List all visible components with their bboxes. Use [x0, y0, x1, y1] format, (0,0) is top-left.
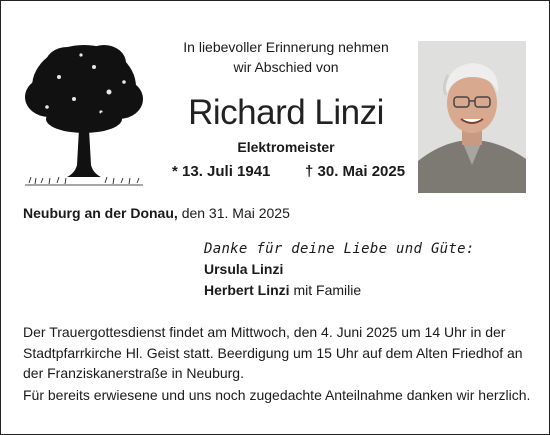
mourner-suffix: mit Familie	[293, 282, 362, 298]
mourner-2	[204, 282, 361, 298]
death-date: † 30. Mai 2025	[305, 163, 406, 180]
birth-date: * 13. Juli 1941	[172, 163, 271, 180]
intro-line-1: In liebevoller Erinnerung nehmen	[183, 39, 389, 55]
dateline-date: den 31. Mai 2025	[181, 205, 290, 221]
dateline	[23, 205, 290, 221]
deceased-profession: Elektromeister	[237, 139, 335, 155]
mourner-name: Ursula Linzi	[204, 261, 284, 277]
service-info: Der Trauergottesdienst findet am Mittwoch, den 4. Juni 2025 um 14 Uhr in der Stadtpfarrkirche Hl. Geist statt. Beerdigung um 15 Uhr auf dem Alten Friedhof an der Franziskanerstraße in Neuburg.	[23, 324, 523, 381]
intro-line-2: wir Abschied von	[233, 59, 339, 75]
dateline-place: Neuburg an der Donau,	[23, 205, 178, 221]
closing-text: Für bereits erwiesene und uns noch zugedachte Anteilnahme danken wir herzlich.	[23, 387, 531, 403]
mourner-1	[204, 261, 283, 277]
thanks-line: Danke für deine Liebe und Güte:	[204, 241, 475, 257]
mourner-name: Herbert Linzi	[204, 282, 290, 298]
tree-icon	[19, 37, 149, 197]
deceased-name: Richard Linzi	[188, 93, 384, 132]
portrait-photo	[418, 41, 526, 193]
